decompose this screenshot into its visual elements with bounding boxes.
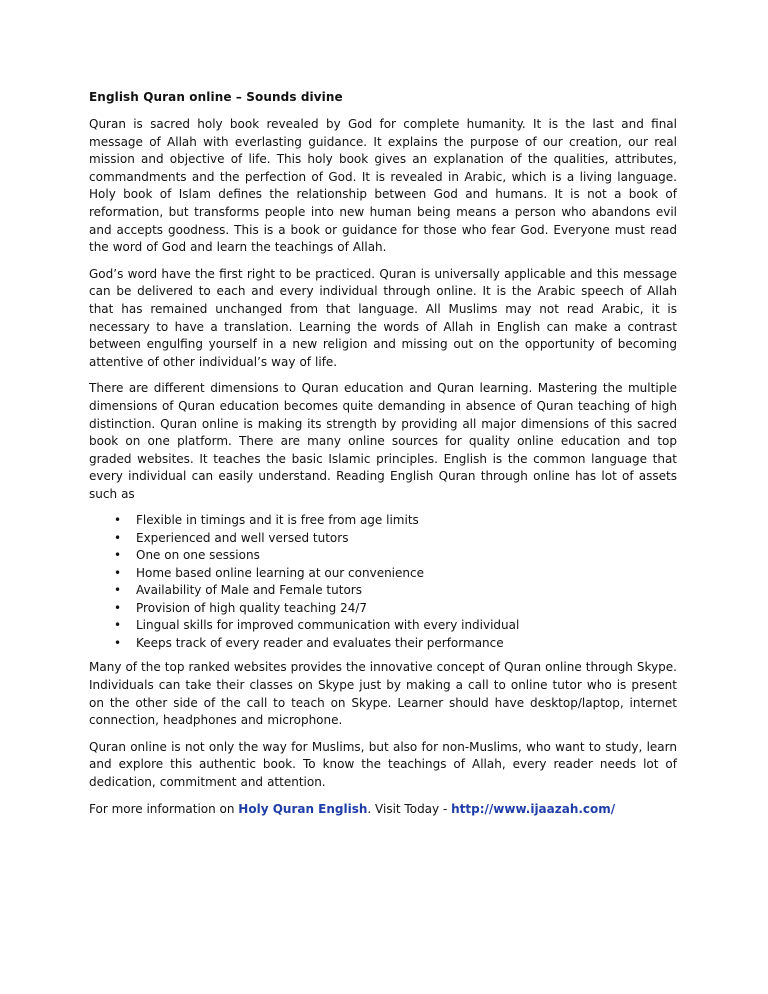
list-item-text: One on one sessions xyxy=(136,548,260,563)
list-item xyxy=(89,565,677,583)
holy-quran-english-link[interactable]: Holy Quran English xyxy=(238,801,368,816)
document-page xyxy=(89,88,677,818)
ijaazah-website-link[interactable]: http://www.ijaazah.com/ xyxy=(451,801,616,816)
list-item xyxy=(89,547,677,565)
paragraph-gods-word: God’s word have the first right to be practiced. Quran is universally applicable and this message can be delivered to each and every individual through online. It is the Arabic speech of Allah that has remained unchanged from that language. All Muslims may not read Arabic, it is necessary to have a translation. Learning the words of Allah in English can make a contrast between engulfing yourself in a new religion and missing out on the opportunity of becoming attentive of other individual’s way of life. xyxy=(89,266,677,369)
list-item xyxy=(89,530,677,548)
bullet-icon: • xyxy=(114,618,122,633)
footer-prefix: For more information on xyxy=(89,801,239,816)
paragraph-intro: Quran is sacred holy book revealed by God for complete humanity. It is the last and final message of Allah with everlasting guidance. It explains the purpose of our creation, our real mission and objective of life. This holy book gives an explanation of the qualities, attributes, commandments and the perfection of God. It is revealed in Arabic, which is a living language. Holy book of Islam defines the relationship between God and humans. It is not a book of reformation, but transforms people into new human being means a person who abandons evil and accepts goodness. This is a book or guidance for those who fear God. Everyone must read the word of God and learn the teachings of Allah. xyxy=(89,117,677,255)
list-item xyxy=(89,582,677,600)
list-item-text: Experienced and well versed tutors xyxy=(136,530,349,545)
bullet-icon: • xyxy=(114,635,122,650)
list-item-text: Lingual skills for improved communication with every individual xyxy=(136,618,520,633)
bullet-icon: • xyxy=(114,583,122,598)
list-item xyxy=(89,512,677,530)
list-item-text: Home based online learning at our convenience xyxy=(136,565,424,580)
paragraph-non-muslims: Quran online is not only the way for Muslims, but also for non-Muslims, who want to study, learn and explore this authentic book. To know the teachings of Allah, every reader needs lot of dedication, commitment and attention. xyxy=(89,739,677,790)
footer-line xyxy=(89,801,677,819)
benefits-list xyxy=(89,512,677,652)
bullet-icon: • xyxy=(114,565,122,580)
list-item-text: Keeps track of every reader and evaluates their performance xyxy=(136,635,504,650)
bullet-icon: • xyxy=(114,548,122,563)
bullet-icon: • xyxy=(114,600,122,615)
bullet-icon: • xyxy=(114,530,122,545)
list-item xyxy=(89,617,677,635)
footer-middle: . Visit Today - xyxy=(367,801,452,816)
document-title: English Quran online – Sounds divine xyxy=(89,90,343,104)
list-item-text: Provision of high quality teaching 24/7 xyxy=(136,600,368,615)
list-item xyxy=(89,600,677,618)
paragraph-skype: Many of the top ranked websites provides the innovative concept of Quran online through Skype. Individuals can take their classes on Skype just by making a call to online tutor who is present on the other side of the call to teach on Skype. Learner should have desktop/laptop, internet connection, headphones and microphone. xyxy=(89,660,677,728)
list-item-text: Flexible in timings and it is free from age limits xyxy=(136,513,419,528)
list-item-text: Availability of Male and Female tutors xyxy=(136,583,362,598)
bullet-icon: • xyxy=(114,513,122,528)
paragraph-dimensions: There are different dimensions to Quran education and Quran learning. Mastering the multiple dimensions of Quran education becomes quite demanding in absence of Quran teaching of high distinction. Quran online is making its strength by providing all major dimensions of this sacred book on one platform. There are many online sources for quality online education and top graded websites. It teaches the basic Islamic principles. English is the common language that every individual can easily understand. Reading English Quran through online has lot of assets such as xyxy=(89,381,677,501)
list-item xyxy=(89,635,677,653)
